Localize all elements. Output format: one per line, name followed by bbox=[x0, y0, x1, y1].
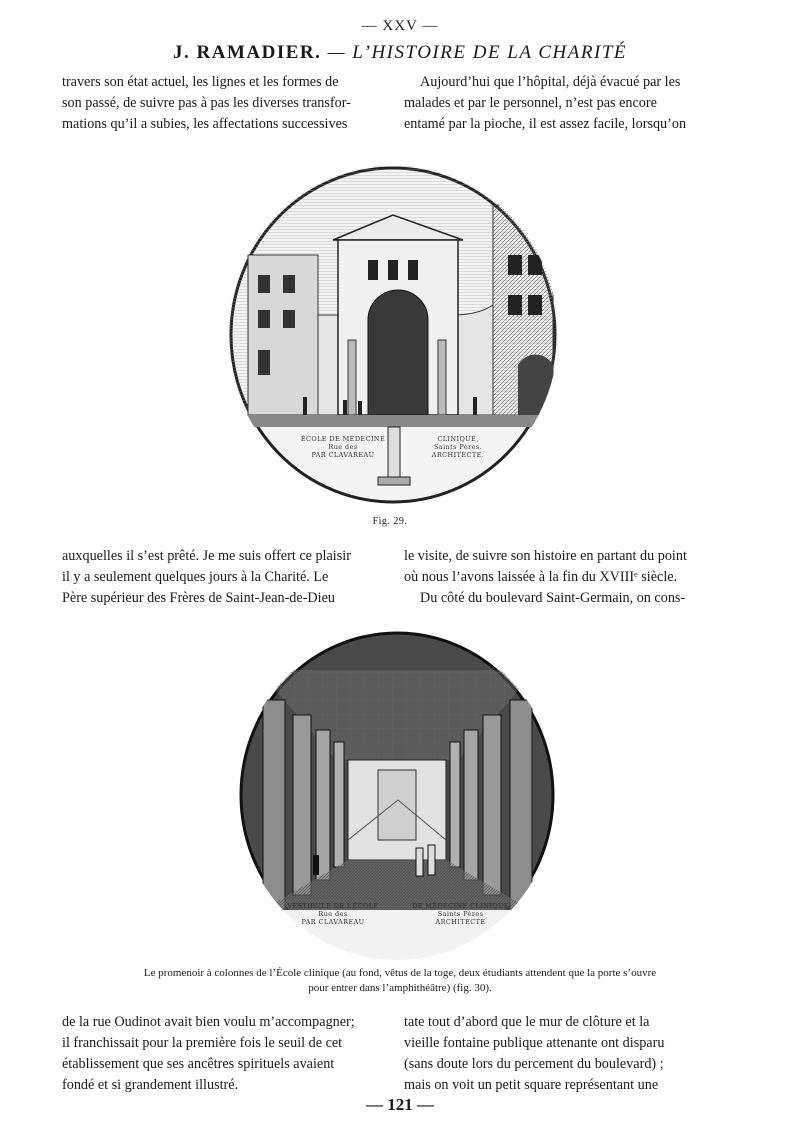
top-right-column bbox=[404, 72, 738, 135]
caption-line: Le promenoir à colonnes de l’École clinique (au fond, vêtus de la toge, deux étudiants attendent que la porte s’ouvre bbox=[143, 967, 657, 979]
text-line: malades et par le personnel, n’est pas encore bbox=[404, 95, 657, 111]
figure-29-label: Fig. 29. bbox=[372, 516, 408, 527]
top-left-column bbox=[62, 72, 394, 135]
text-line: Du côté du boulevard Saint-Germain, on cons- bbox=[420, 590, 686, 606]
middle-left-column bbox=[62, 546, 394, 609]
text-line: il y a seulement quelques jours à la Charité. Le bbox=[62, 569, 329, 585]
text-line: son passé, de suivre pas à pas les diverses transfor- bbox=[62, 95, 351, 111]
plate-legend-left: VESTIBULE DE L’ÉCOLE Rue des PAR CLAVAREAU bbox=[287, 902, 379, 926]
text-line: établissement que ses ancêtres spirituels avaient bbox=[62, 1056, 335, 1072]
text-line: travers son état actuel, les lignes et les formes de bbox=[62, 74, 339, 90]
text-line: vieille fontaine publique attenante ont disparu bbox=[404, 1035, 665, 1051]
text-line: mais on voit un petit square représentant une bbox=[404, 1077, 659, 1093]
page-number: — 121 — bbox=[366, 1095, 434, 1114]
text-line: fondé et si grandement illustré. bbox=[62, 1077, 239, 1093]
bottom-left-column bbox=[62, 1012, 394, 1096]
text-line: (sans doute lors du percement du boulevard) ; bbox=[404, 1056, 664, 1072]
figure-30-engraving bbox=[238, 630, 556, 960]
plate-legend-right: CLINIQUE, Saints Pères. ARCHITECTE. bbox=[431, 435, 485, 459]
text-line: de la rue Oudinot avait bien voulu m’accompagner; bbox=[62, 1014, 355, 1030]
text-line: mations qu’il a subies, les affectations successives bbox=[62, 116, 348, 132]
text-line: où nous l’avons laissée à la fin du XVIIIᵉ siècle. bbox=[404, 569, 678, 585]
text-line: tate tout d’abord que le mur de clôture et la bbox=[404, 1014, 650, 1030]
facade-engraving-image bbox=[228, 165, 558, 505]
caption-line: pour entrer dans l’amphithéâtre) (fig. 30). bbox=[308, 982, 492, 994]
text-line: Aujourd’hui que l’hôpital, déjà évacué par les bbox=[420, 74, 681, 90]
author-name: J. RAMADIER. bbox=[173, 42, 322, 63]
bottom-right-column bbox=[404, 1012, 738, 1096]
plate-legend-right: DE MÉDECINE CLINIQUE Saints Pères ARCHITECTE bbox=[411, 902, 510, 926]
middle-right-column bbox=[404, 546, 738, 609]
figure-29-engraving bbox=[228, 165, 558, 505]
running-head bbox=[0, 42, 800, 64]
text-line: le visite, de suivre son histoire en partant du point bbox=[404, 548, 687, 564]
text-line: Père supérieur des Frères de Saint-Jean-de-Dieu bbox=[62, 590, 336, 606]
text-line: auxquelles il s’est prêté. Je me suis offert ce plaisir bbox=[62, 548, 351, 564]
text-line: il franchissait pour la première fois le seuil de cet bbox=[62, 1035, 343, 1051]
figure-30-caption bbox=[40, 966, 760, 996]
plate-legend-left: ÉCOLE DE MÉDECINE Rue des PAR CLAVAREAU bbox=[300, 435, 386, 459]
text-line: entamé par la pioche, il est assez facile, lorsqu’on bbox=[404, 116, 687, 132]
page-roman-numeral: — XXV — bbox=[361, 18, 439, 34]
article-title: — L’HISTOIRE DE LA CHARITÉ bbox=[321, 42, 627, 63]
